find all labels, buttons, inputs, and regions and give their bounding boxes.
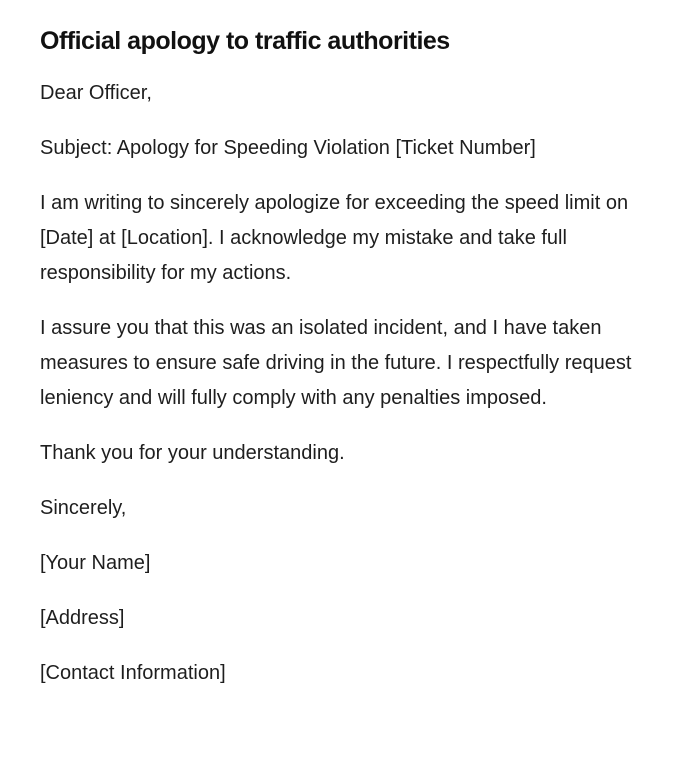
body-paragraph-2: I assure you that this was an isolated incident, and I have taken measures to ensure safe driving in the future. I respectfully request leniency and will fully comply with any penalties imposed. bbox=[40, 317, 632, 409]
subject-line: Subject: Apology for Speeding Violation [Ticket Number] bbox=[40, 137, 536, 159]
closing-line: Sincerely, bbox=[40, 497, 127, 519]
signature-contact: [Contact Information] bbox=[40, 662, 226, 684]
document-title: Official apology to traffic authorities bbox=[40, 27, 450, 55]
signature-name: [Your Name] bbox=[40, 552, 151, 574]
signature-address: [Address] bbox=[40, 607, 125, 629]
salutation: Dear Officer, bbox=[40, 82, 152, 104]
body-paragraph-1: I am writing to sincerely apologize for exceeding the speed limit on [Date] at [Location]. I acknowledge my mistake and take full responsibility for my actions. bbox=[40, 192, 629, 284]
thanks-line: Thank you for your understanding. bbox=[40, 442, 345, 464]
